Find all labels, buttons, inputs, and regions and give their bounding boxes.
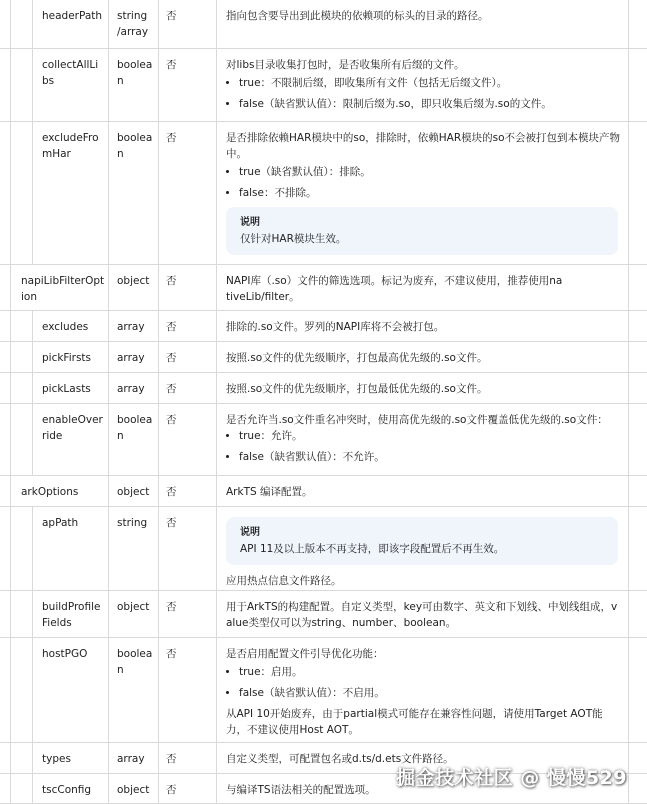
param-name: arkOptions <box>21 486 79 498</box>
param-desc: ArkTS 编译配置。 <box>226 486 313 498</box>
note-title: 说明 <box>240 217 260 228</box>
param-name: napiLibFilterOption <box>21 275 105 303</box>
param-type: string /array <box>117 10 149 38</box>
param-name: types <box>42 753 71 765</box>
param-name: excludeFromHar <box>42 132 99 160</box>
param-required: 否 <box>166 648 177 660</box>
param-type: object <box>117 601 150 613</box>
note-box <box>226 207 618 255</box>
table-row <box>0 476 647 507</box>
param-name: apPath <box>42 517 79 529</box>
note-box <box>226 517 618 565</box>
param-required: 否 <box>166 321 177 333</box>
list-item: • true：启用。 <box>239 664 621 680</box>
table-row <box>0 373 647 404</box>
param-type: object <box>117 486 150 498</box>
param-type: boolean <box>117 59 153 87</box>
param-required: 否 <box>166 753 177 765</box>
param-type: boolean <box>117 648 153 676</box>
list-item: • true：允许。 <box>239 428 621 444</box>
param-required: 否 <box>166 414 177 426</box>
param-type: array <box>117 321 145 333</box>
param-name: pickLasts <box>42 383 91 395</box>
param-required: 否 <box>166 784 177 796</box>
param-type: array <box>117 352 145 364</box>
param-desc: 是否启用配置文件引导优化功能： <box>226 648 384 660</box>
table-row <box>0 311 647 342</box>
param-name: collectAllLibs <box>42 59 99 87</box>
param-name: headerPath <box>42 10 103 22</box>
param-name: tscConfig <box>42 784 92 796</box>
param-desc: 应用热点信息文件路径。 <box>226 575 342 587</box>
param-desc-block <box>226 515 621 589</box>
param-desc: 按照.so文件的优先级顺序，打包最高优先级的.so文件。 <box>226 352 488 364</box>
param-desc: 排除的.so文件。罗列的NAPI库将不会被打包。 <box>226 321 445 333</box>
param-required: 否 <box>166 132 177 144</box>
param-desc-block <box>226 130 621 255</box>
list-item: • false（缺省默认值）：不启用。 <box>239 685 621 701</box>
param-required: 否 <box>166 352 177 364</box>
table-row <box>0 342 647 373</box>
param-type: object <box>117 275 150 287</box>
param-required: 否 <box>166 383 177 395</box>
param-desc: 与编译TS语法相关的配置选项。 <box>226 784 376 796</box>
param-name: hostPGO <box>42 648 88 660</box>
table-row <box>0 638 647 743</box>
param-name: excludes <box>42 321 89 333</box>
param-desc-block <box>226 57 621 117</box>
param-desc: 指向包含要导出到此模块的依赖项的标头的目录的路径。 <box>226 10 489 22</box>
param-desc: NAPI库（.so）文件的筛选选项。标记为废弃，不建议使用，推荐使用nativeLib/filter。 <box>226 275 563 303</box>
list-item: • false：不排除。 <box>239 185 621 201</box>
param-desc: 是否允许当.so文件重名冲突时，使用高优先级的.so文件覆盖低优先级的.so文件： <box>226 414 608 426</box>
note-title: 说明 <box>240 527 260 538</box>
list-item: • true：不限制后缀，即收集所有文件（包括无后缀文件）。 <box>239 75 621 91</box>
table-row <box>0 0 647 49</box>
param-desc-block <box>226 412 621 470</box>
param-desc: 对libs目录收集打包时，是否收集所有后缀的文件。 <box>226 59 465 71</box>
list-item: • false（缺省默认值）：不允许。 <box>239 449 621 465</box>
param-required: 否 <box>166 59 177 71</box>
param-name: buildProfileFields <box>42 601 101 629</box>
param-type: string <box>117 517 148 529</box>
table-row <box>0 265 647 311</box>
list-item: • false（缺省默认值）：限制后缀为.so，即只收集后缀为.so的文件。 <box>239 96 621 112</box>
param-extra-note: 从API 10开始废弃，由于partial模式可能存在兼容性问题，请使用Target AOT能力，不建议使用Host AOT。 <box>226 708 603 736</box>
note-text: 仅针对HAR模块生效。 <box>240 233 347 245</box>
note-text: API 11及以上版本不再支持，即该字段配置后不再生效。 <box>240 543 505 555</box>
param-type: boolean <box>117 132 153 160</box>
param-type: array <box>117 383 145 395</box>
param-desc: 按照.so文件的优先级顺序，打包最低优先级的.so文件。 <box>226 383 488 395</box>
param-type: array <box>117 753 145 765</box>
table-row <box>0 591 647 638</box>
param-required: 否 <box>166 275 177 287</box>
param-required: 否 <box>166 601 177 613</box>
table-row <box>0 404 647 476</box>
param-required: 否 <box>166 10 177 22</box>
param-desc-block <box>226 646 621 738</box>
param-desc: 自定义类型，可配置包名或d.ts/d.ets文件路径。 <box>226 753 454 765</box>
param-name: pickFirsts <box>42 352 92 364</box>
watermark: 掘金技术社区 @ 慢慢529 <box>396 767 627 789</box>
param-type: object <box>117 784 150 796</box>
table-row <box>0 122 647 265</box>
table-row <box>0 507 647 591</box>
param-name: enableOverride <box>42 414 103 442</box>
param-required: 否 <box>166 486 177 498</box>
param-desc: 是否排除依赖HAR模块中的so，排除时，依赖HAR模块的so不会被打包到本模块产物中。 <box>226 132 621 160</box>
param-type: boolean <box>117 414 153 442</box>
list-item: • true（缺省默认值）：排除。 <box>239 164 621 180</box>
table-row <box>0 49 647 122</box>
param-required: 否 <box>166 517 177 529</box>
param-desc: 用于ArkTS的构建配置。自定义类型，key可由数字、英文和下划线、中划线组成，value类型仅可以为string、number、boolean。 <box>226 601 618 629</box>
